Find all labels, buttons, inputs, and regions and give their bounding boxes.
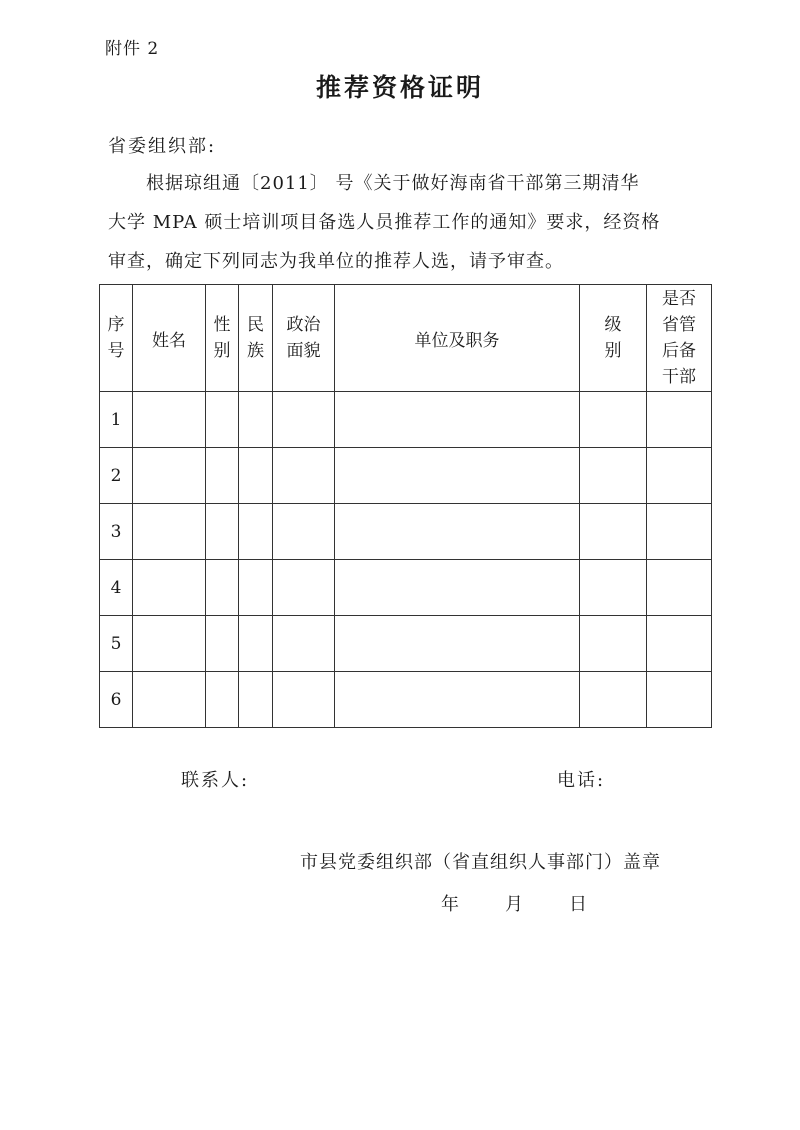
cell-unit xyxy=(335,504,580,560)
row-number: 6 xyxy=(100,672,133,728)
date-month: 月 xyxy=(505,894,523,915)
cell-unit xyxy=(335,448,580,504)
cell-politics xyxy=(273,504,335,560)
table-row xyxy=(100,448,712,504)
cell-managed xyxy=(647,448,712,504)
cell-unit xyxy=(335,560,580,616)
cell-level xyxy=(580,392,647,448)
header-managed-reserve xyxy=(647,285,712,392)
table-row xyxy=(100,672,712,728)
recommendation-table xyxy=(99,284,712,728)
cell-ethnicity xyxy=(239,672,273,728)
table-row xyxy=(100,616,712,672)
date-year: 年 xyxy=(441,894,459,915)
cell-managed xyxy=(647,616,712,672)
table-row xyxy=(100,392,712,448)
header-ethnicity-line: 民 xyxy=(247,315,264,335)
cell-level xyxy=(580,672,647,728)
table-row xyxy=(100,560,712,616)
header-managed-line: 干部 xyxy=(662,367,696,387)
date-line xyxy=(441,890,633,916)
header-level xyxy=(580,285,647,392)
cell-unit xyxy=(335,392,580,448)
cell-name xyxy=(133,392,206,448)
cell-managed xyxy=(647,560,712,616)
body-line: 审查，确定下列同志为我单位的推荐人选，请予审查。 xyxy=(108,251,564,272)
header-level-line: 级 xyxy=(604,315,622,335)
cell-level xyxy=(580,448,647,504)
cell-gender xyxy=(206,392,239,448)
cell-ethnicity xyxy=(239,504,273,560)
header-ethnicity xyxy=(239,285,273,392)
date-day: 日 xyxy=(569,894,587,915)
header-name: 姓名 xyxy=(133,285,206,392)
header-ethnicity-line: 族 xyxy=(247,341,264,361)
cell-name xyxy=(133,672,206,728)
cell-managed xyxy=(647,672,712,728)
cell-name xyxy=(133,616,206,672)
cell-politics xyxy=(273,672,335,728)
cell-gender xyxy=(206,448,239,504)
cell-politics xyxy=(273,560,335,616)
row-number: 2 xyxy=(100,448,133,504)
document-title: 推荐资格证明 xyxy=(315,73,484,102)
cell-politics xyxy=(273,392,335,448)
header-managed-line: 后备 xyxy=(662,341,696,361)
cell-ethnicity xyxy=(239,448,273,504)
salutation: 省委组织部: xyxy=(108,136,217,157)
cell-ethnicity xyxy=(239,616,273,672)
cell-gender xyxy=(206,504,239,560)
header-managed-line: 是否 xyxy=(662,289,696,309)
stamp-text: 市县党委组织部（省直组织人事部门）盖章 xyxy=(300,852,661,873)
cell-managed xyxy=(647,504,712,560)
header-gender-line: 别 xyxy=(213,341,231,361)
header-seq-line: 号 xyxy=(107,341,125,361)
header-gender xyxy=(206,285,239,392)
attachment-label: 附件 2 xyxy=(105,39,160,59)
table-header-row xyxy=(100,285,712,392)
header-unit: 单位及职务 xyxy=(335,285,580,392)
cell-level xyxy=(580,616,647,672)
cell-politics xyxy=(273,616,335,672)
header-politics xyxy=(273,285,335,392)
header-level-line: 别 xyxy=(604,341,622,361)
header-gender-line: 性 xyxy=(213,315,231,335)
cell-gender xyxy=(206,560,239,616)
row-number: 1 xyxy=(100,392,133,448)
cell-ethnicity xyxy=(239,392,273,448)
header-seq-line: 序 xyxy=(107,315,125,335)
cell-name xyxy=(133,560,206,616)
body-paragraph xyxy=(108,164,708,281)
cell-ethnicity xyxy=(239,560,273,616)
cell-name xyxy=(133,448,206,504)
row-number: 5 xyxy=(100,616,133,672)
header-politics-line: 面貌 xyxy=(286,341,321,361)
cell-unit xyxy=(335,672,580,728)
body-line: 大学 MPA 硕士培训项目备选人员推荐工作的通知》要求，经资格 xyxy=(108,212,661,233)
header-politics-line: 政治 xyxy=(286,315,321,335)
cell-name xyxy=(133,504,206,560)
cell-level xyxy=(580,504,647,560)
phone-label: 电话: xyxy=(557,770,606,791)
cell-gender xyxy=(206,616,239,672)
cell-unit xyxy=(335,616,580,672)
row-number: 4 xyxy=(100,560,133,616)
row-number: 3 xyxy=(100,504,133,560)
header-seq xyxy=(100,285,133,392)
cell-level xyxy=(580,560,647,616)
contact-person-label: 联系人: xyxy=(181,770,250,791)
cell-managed xyxy=(647,392,712,448)
cell-gender xyxy=(206,672,239,728)
body-line: 根据琼组通〔2011〕 号《关于做好海南省干部第三期清华 xyxy=(146,173,640,194)
cell-politics xyxy=(273,448,335,504)
table-row xyxy=(100,504,712,560)
header-managed-line: 省管 xyxy=(662,315,696,335)
